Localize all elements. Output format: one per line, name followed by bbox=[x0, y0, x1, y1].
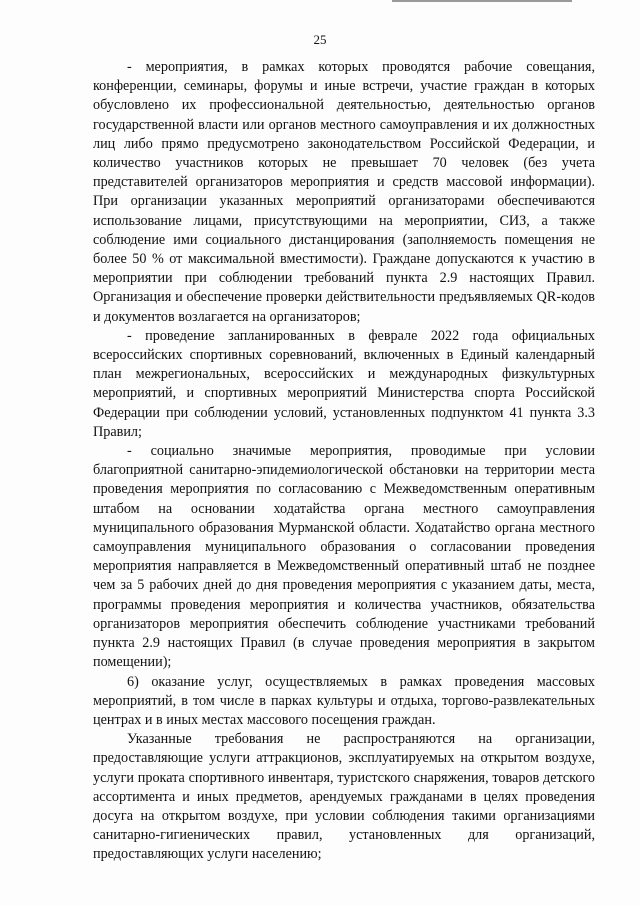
paragraph-socially-significant-events: - социально значимые мероприятия, проводимые при условии благоприятной санитарно-эпидемиологической обстановки на территории места проведения мероприятия по согласованию с Межведомственным оперативным штабом на основании ходатайства органа местного самоуправления муниципального образования Мурманской области. Ходатайство органа местного самоуправления муниципального образования о согласовании проведения мероприятия направляется в Межведомственный оперативный штаб не позднее чем за 5 рабочих дней до дня проведения мероприятия с указанием даты, места, программы проведения мероприятия и количества участников, обязательства организаторов мероприятия обеспечить соблюдение участниками требований пункта 2.9 настоящих Правил (в случае проведения мероприятия в закрытом помещении); bbox=[93, 443, 595, 671]
document-body bbox=[93, 58, 595, 865]
paragraph-exemptions: Указанные требования не распространяются на организации, предоставляющие услуги аттракционов, эксплуатируемых на открытом воздухе, услуги проката спортивного инвентаря, туристского снаряжения, товаров детского ассортимента и иных предметов, арендуемых гражданами в целях проведения досуга на открытом воздухе, при условии соблюдения такими организациями санитарно-гигиенических правил, установленных для организаций, предоставляющих услуги населению; bbox=[93, 731, 595, 863]
paragraph-events-meetings: - мероприятия, в рамках которых проводятся рабочие совещания, конференции, семинары, форумы и иные встречи, участие граждан в которых обусловлено их профессиональной деятельностью, деятельностью органов государственной власти или органов местного самоуправления и их должностных лиц либо прямо предусмотрено законодательством Российской Федерации, и количество участников которых не превышает 70 человек (без учета представителей организаторов мероприятия и средств массовой информации). При организации указанных мероприятий организаторами обеспечиваются использование лицами, присутствующими на мероприятии, СИЗ, а также соблюдение ими социального дистанцирования (заполняемость помещения не более 50 % от максимальной вместимости). Граждане допускаются к участию в мероприятии при соблюдении требований пункта 2.9 настоящих Правил. Организация и обеспечение проверки действительности предъявляемых QR-кодов и документов возлагается на организаторов; bbox=[93, 59, 595, 325]
page-number: 25 bbox=[313, 32, 327, 47]
paragraph-services-mass-events: 6) оказание услуг, осуществляемых в рамках проведения массовых мероприятий, в том числе в парках культуры и отдыха, торгово-развлекательных центрах и в иных местах массового посещения граждан. bbox=[93, 673, 595, 728]
top-edge-line bbox=[392, 0, 572, 2]
paragraph-sports-competitions: - проведение запланированных в феврале 2022 года официальных всероссийских спортивных соревнований, включенных в Единый календарный план межрегиональных, всероссийских и международных физкультурных мероприятий, и спортивных мероприятий Министерства спорта Российской Федерации при соблюдении условий, установленных подпунктом 41 пункта 3.3 Правил; bbox=[93, 327, 595, 440]
